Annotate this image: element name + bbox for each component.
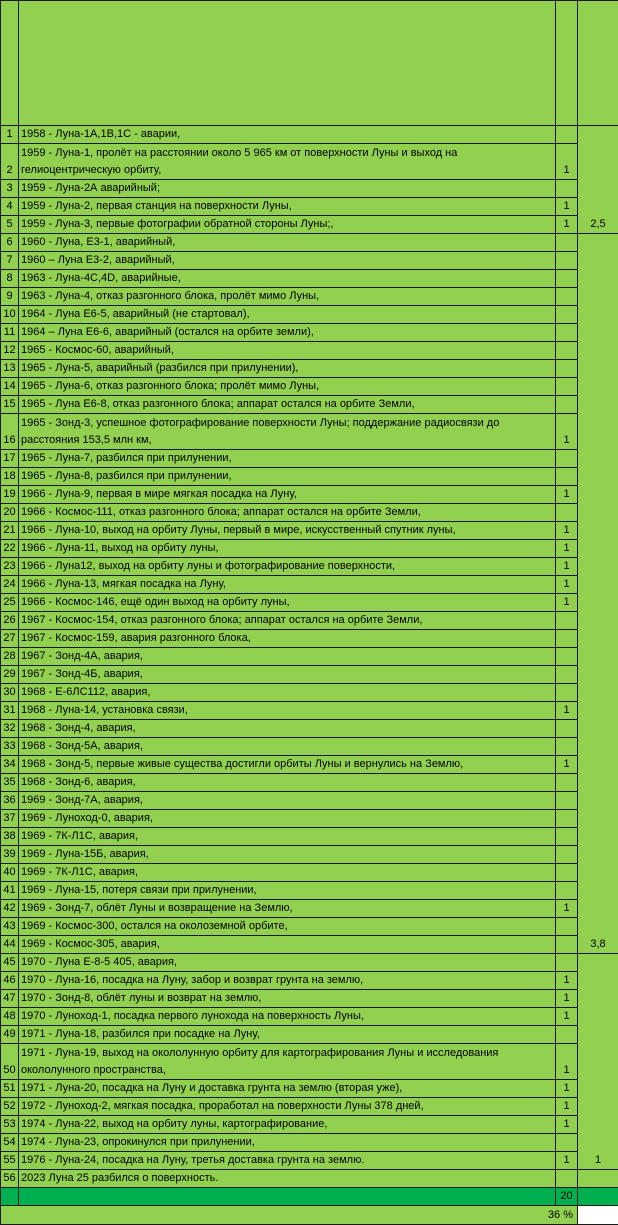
mission-description: 1965 - Луна Е6-8, отказ разгонного блока; аппарат остался на орбите Земли, [19,396,556,414]
success-flag: 1 [556,1098,578,1116]
success-flag: 1 [556,756,578,774]
mission-description: 1970 - Луна Е-8-5 405, авария, [19,954,556,972]
success-flag: 1 [556,216,578,234]
success-flag: 1 [556,900,578,918]
mission-description: 1966 - Луна-10, выход на орбиту Луны, первый в мире, искусственный спутник луны, [19,522,556,540]
table-row [1,450,618,468]
mission-description: 1966 - Космос-146, ещё один выход на орбиту луны, [19,594,556,612]
table-row [1,396,618,414]
mission-description: 1967 - Зонд-4Б, авария, [19,666,556,684]
table-row [1,1080,618,1098]
mission-description: 1970 - Луна-16, посадка на Луну, забор и возврат грунта на землю, [19,972,556,990]
table-row [1,612,618,630]
table-row [1,540,618,558]
success-flag [556,720,578,738]
table-row [1,126,618,144]
header-row [1,1,618,126]
success-flag [556,774,578,792]
mission-description: 1968 - Зонд-4, авария, [19,720,556,738]
success-flag [556,270,578,288]
row-number: 38 [1,828,19,846]
mission-description: 1968 - Луна-14, установка связи, [19,702,556,720]
mission-description: 1970 - Зонд-8, облёт луны и возврат на землю, [19,990,556,1008]
row-number: 26 [1,612,19,630]
success-flag: 1 [556,1080,578,1098]
launches-per-year-avg: 2,5 [578,126,618,234]
row-number: 5 [1,216,19,234]
mission-description: 1969 - 7К-Л1С, авария, [19,828,556,846]
mission-description: 1966 - Луна-11, выход на орбиту луны, [19,540,556,558]
mission-description: 1971 - Луна-20, посадка на Луну и доставка грунта на землю (вторая уже), [19,1080,556,1098]
mission-description: 1969 - Космос-300, остался на околоземной орбите, [19,918,556,936]
success-flag: 1 [556,972,578,990]
success-flag: 1 [556,522,578,540]
row-number: 28 [1,648,19,666]
mission-description: 1972 - Луноход-2, мягкая посадка, проработал на поверхности Луны 378 дней, [19,1098,556,1116]
row-number: 18 [1,468,19,486]
row-number: 56 [1,1170,19,1188]
header-success [556,1,578,126]
table-row [1,1134,618,1152]
table-row [1,990,618,1008]
total-blank-num [1,1188,19,1206]
table-row [1,846,618,864]
table-row [1,1098,618,1116]
success-flag: 1 [556,990,578,1008]
table-row [1,702,618,720]
row-number: 45 [1,954,19,972]
mission-description: 1964 - Луна Е6-5, аварийный (не стартовал), [19,306,556,324]
total-row [1,1188,618,1206]
row-number: 36 [1,792,19,810]
mission-description: 1958 - Луна-1А,1В,1С - аварии, [19,126,556,144]
row-number: 21 [1,522,19,540]
success-flag: 1 [556,198,578,216]
mission-description: 1968 - Зонд-5, первые живые существа достигли орбиты Луны и вернулись на Землю, [19,756,556,774]
row-number: 54 [1,1134,19,1152]
success-percentage: 36 % [1,1206,578,1225]
success-flag [556,450,578,468]
success-flag [556,468,578,486]
success-flag [556,180,578,198]
table-row [1,558,618,576]
launches-per-year-avg: 1 [578,954,618,1170]
row-number: 47 [1,990,19,1008]
row-number: 39 [1,846,19,864]
success-flag: 1 [556,702,578,720]
row-number: 24 [1,576,19,594]
success-flag [556,1134,578,1152]
row-number: 42 [1,900,19,918]
table-row [1,882,618,900]
mission-description: 1966 - Луна-13, мягкая посадка на Луну, [19,576,556,594]
table-row [1,810,618,828]
table-row [1,414,618,450]
row-number: 30 [1,684,19,702]
mission-description: 1959 - Луна-2А аварийный; [19,180,556,198]
success-flag [556,918,578,936]
table-row [1,198,618,216]
success-flag: 1 [556,594,578,612]
mission-description: 1965 - Зонд-3, успешное фотографирование поверхности Луны; поддержание радиосвязи до расстояния 153,5 млн км, [19,414,556,450]
row-number: 6 [1,234,19,252]
table-row [1,144,618,180]
row-number: 32 [1,720,19,738]
success-flag [556,1170,578,1188]
success-flag [556,324,578,342]
row-number: 25 [1,594,19,612]
success-flag [556,234,578,252]
row-number: 41 [1,882,19,900]
mission-description: 1965 - Космос-60, аварийный, [19,342,556,360]
row-number: 52 [1,1098,19,1116]
avg-empty [578,1170,618,1188]
row-number: 16 [1,414,19,450]
row-number: 37 [1,810,19,828]
success-flag: 1 [556,1008,578,1026]
table-row [1,378,618,396]
success-flag: 1 [556,576,578,594]
table-row [1,1008,618,1026]
mission-description: 1971 - Луна-19, выход на окололунную орбиту для картографирования Луны и исследования окололунного пространства, [19,1044,556,1080]
row-number: 3 [1,180,19,198]
mission-description: 1969 - Зонд-7А, авария, [19,792,556,810]
table-row [1,468,618,486]
success-flag [556,126,578,144]
mission-description: 1964 – Луна Е6-6, аварийный (остался на орбите земли), [19,324,556,342]
mission-description: 1969 - Космос-305, авария, [19,936,556,954]
table-row [1,1116,618,1134]
table-row [1,306,618,324]
mission-description: 1965 - Луна-6, отказ разгонного блока; пролёт мимо Луны, [19,378,556,396]
header-avg [578,1,618,126]
row-number: 34 [1,756,19,774]
row-number: 20 [1,504,19,522]
table-row [1,288,618,306]
row-number: 46 [1,972,19,990]
row-number: 55 [1,1152,19,1170]
mission-description: 1969 - Зонд-7, облёт Луны и возвращение на Землю, [19,900,556,918]
header-blank-num [1,1,19,126]
success-flag [556,396,578,414]
row-number: 11 [1,324,19,342]
success-flag [556,360,578,378]
table-row [1,630,618,648]
success-flag [556,954,578,972]
mission-description: 1969 - 7К-Л1С, авария, [19,864,556,882]
success-flag [556,864,578,882]
table-row [1,720,618,738]
success-flag: 1 [556,414,578,450]
success-flag: 1 [556,1152,578,1170]
success-flag: 1 [556,540,578,558]
success-flag [556,846,578,864]
mission-description: 1966 - Луна-9, первая в мире мягкая посадка на Луну, [19,486,556,504]
mission-description: 1967 - Космос-159, авария разгонного блока, [19,630,556,648]
table-row [1,648,618,666]
table-row [1,252,618,270]
header-blank-text [19,1,556,126]
success-flag [556,810,578,828]
table-row [1,234,618,252]
table-row [1,360,618,378]
mission-description: 1966 - Космос-111, отказ разгонного блока; аппарат остался на орбите Земли, [19,504,556,522]
total-blank-avg [578,1188,618,1206]
row-number: 22 [1,540,19,558]
mission-description: 1968 - Е-6ЛС112, авария, [19,684,556,702]
table-row [1,486,618,504]
row-number: 49 [1,1026,19,1044]
row-number: 23 [1,558,19,576]
success-flag [556,882,578,900]
table-row [1,270,618,288]
success-flag [556,684,578,702]
table-row [1,216,618,234]
success-flag [556,630,578,648]
launches-per-year-avg: 3,8 [578,234,618,954]
row-number: 40 [1,864,19,882]
mission-description: 1966 - Луна12, выход на орбиту луны и фотографирование поверхности, [19,558,556,576]
row-number: 35 [1,774,19,792]
row-number: 48 [1,1008,19,1026]
success-flag [556,738,578,756]
row-number: 15 [1,396,19,414]
total-blank-text [19,1188,556,1206]
row-number: 51 [1,1080,19,1098]
table-row [1,504,618,522]
row-number: 29 [1,666,19,684]
mission-description: 2023 Луна 25 разбился о поверхность. [19,1170,556,1188]
success-flag: 1 [556,144,578,180]
success-flag [556,252,578,270]
success-flag: 1 [556,1116,578,1134]
percent-blank [578,1206,618,1225]
row-number: 8 [1,270,19,288]
mission-description: 1968 - Зонд-6, авария, [19,774,556,792]
table-row [1,774,618,792]
success-flag: 1 [556,1044,578,1080]
success-flag [556,1026,578,1044]
mission-description: 1960 – Луна Е3-2, аварийный, [19,252,556,270]
percent-row [1,1206,618,1225]
table-row [1,684,618,702]
row-number: 14 [1,378,19,396]
mission-description: 1969 - Луноход-0, авария, [19,810,556,828]
success-flag: 1 [556,558,578,576]
row-number: 33 [1,738,19,756]
mission-description: 1976 - Луна-24, посадка на Луну, третья доставка грунта на землю. [19,1152,556,1170]
mission-description: 1974 - Луна-22, выход на орбиту луны, картографирование, [19,1116,556,1134]
mission-description: 1970 - Луноход-1, посадка первого лунохода на поверхность Луны, [19,1008,556,1026]
success-flag [556,306,578,324]
table-row [1,936,618,954]
mission-description: 1967 - Зонд-4А, авария, [19,648,556,666]
table-row [1,180,618,198]
success-flag [556,504,578,522]
row-number: 31 [1,702,19,720]
success-flag [556,342,578,360]
mission-description: 1959 - Луна-3, первые фотографии обратной стороны Луны;, [19,216,556,234]
mission-description: 1974 - Луна-23, опрокинулся при прилунении, [19,1134,556,1152]
success-flag [556,828,578,846]
success-flag [556,936,578,954]
table-row [1,1026,618,1044]
row-number: 50 [1,1044,19,1080]
mission-description: 1963 - Луна-4С,4D, аварийные, [19,270,556,288]
row-number: 12 [1,342,19,360]
success-flag [556,612,578,630]
success-flag [556,288,578,306]
mission-description: 1969 - Луна-15, потеря связи при прилунении, [19,882,556,900]
table-row [1,918,618,936]
table-row [1,594,618,612]
table-row [1,972,618,990]
total-success: 20 [556,1188,578,1206]
table-row [1,1170,618,1188]
table-row [1,1044,618,1080]
table-row [1,342,618,360]
row-number: 43 [1,918,19,936]
row-number: 10 [1,306,19,324]
mission-description: 1965 - Луна-5, аварийный (разбился при прилунении), [19,360,556,378]
table-row [1,576,618,594]
table-row [1,324,618,342]
table-row [1,756,618,774]
table-row [1,828,618,846]
row-number: 7 [1,252,19,270]
mission-description: 1971 - Луна-18, разбился при посадке на Луну, [19,1026,556,1044]
table-row [1,864,618,882]
mission-description: 1967 - Космос-154, отказ разгонного блока; аппарат остался на орбите Земли, [19,612,556,630]
row-number: 13 [1,360,19,378]
table-row [1,1152,618,1170]
success-flag [556,666,578,684]
success-flag [556,648,578,666]
mission-description: 1963 - Луна-4, отказ разгонного блока, пролёт мимо Луны, [19,288,556,306]
table-row [1,954,618,972]
mission-description: 1960 - Луна, Е3-1, аварийный, [19,234,556,252]
row-number: 2 [1,144,19,180]
row-number: 27 [1,630,19,648]
row-number: 19 [1,486,19,504]
mission-description: 1959 - Луна-1, пролёт на расстоянии около 5 965 км от поверхности Луны и выход на гелиоцентрическую орбиту, [19,144,556,180]
row-number: 9 [1,288,19,306]
row-number: 1 [1,126,19,144]
table-row [1,738,618,756]
mission-description: 1965 - Луна-7, разбился при прилунении, [19,450,556,468]
success-flag: 1 [556,486,578,504]
row-number: 4 [1,198,19,216]
table-row [1,792,618,810]
table-row [1,900,618,918]
success-flag [556,378,578,396]
row-number: 53 [1,1116,19,1134]
mission-description: 1968 - Зонд-5А, авария, [19,738,556,756]
mission-description: 1969 - Луна-15Б, авария, [19,846,556,864]
row-number: 17 [1,450,19,468]
mission-description: 1965 - Луна-8, разбился при прилунении, [19,468,556,486]
mission-description: 1959 - Луна-2, первая станция на поверхности Луны, [19,198,556,216]
row-number: 44 [1,936,19,954]
table-row [1,522,618,540]
success-flag [556,792,578,810]
table-row [1,666,618,684]
